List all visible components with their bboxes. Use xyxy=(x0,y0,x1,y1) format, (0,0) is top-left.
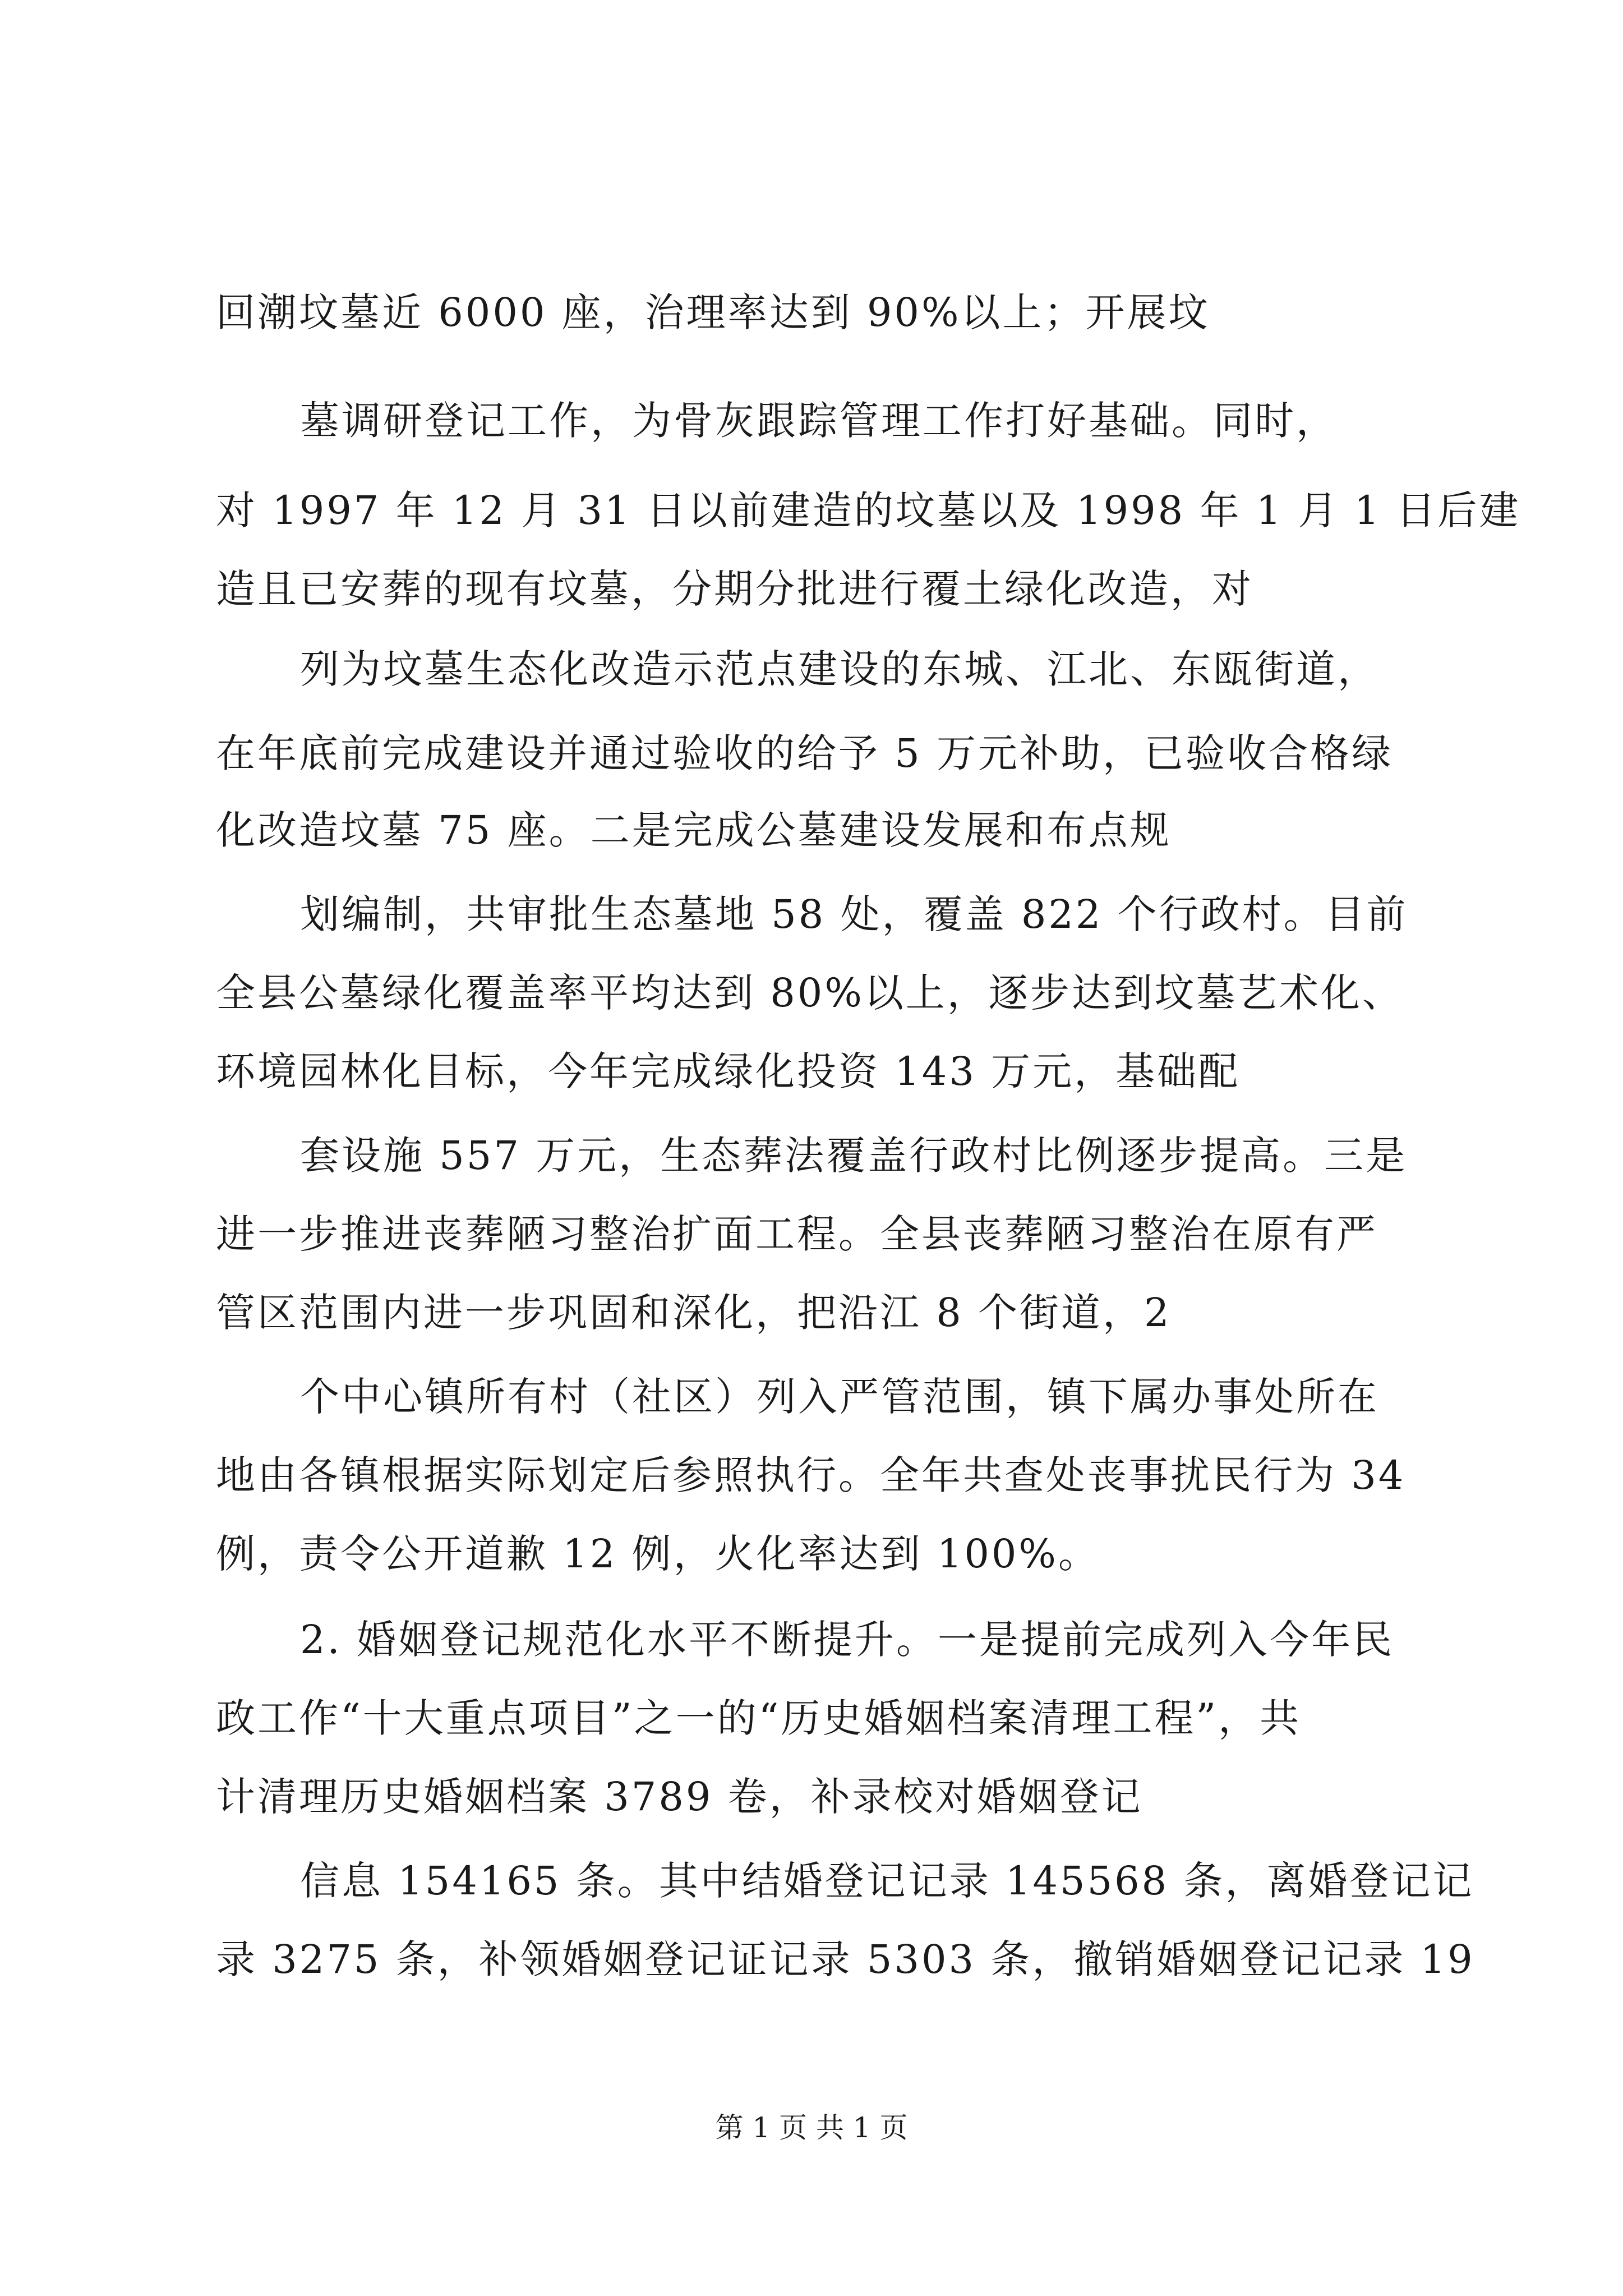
text-line: 信息 154165 条。其中结婚登记记录 145568 条，离婚登记记 xyxy=(300,1858,1474,1904)
text-line: 地由各镇根据实际划定后参照执行。全年共查处丧事扰民行为 34 xyxy=(216,1452,1406,1498)
text-line: 在年底前完成建设并通过验收的给予 5 万元补助，已验收合格绿 xyxy=(216,730,1394,776)
text-line: 计清理历史婚姻档案 3789 卷，补录校对婚姻登记 xyxy=(216,1774,1143,1820)
text-line: 环境园林化目标，今年完成绿化投资 143 万元，基础配 xyxy=(216,1048,1241,1094)
text-line: 造且已安葬的现有坟墓，分期分批进行覆土绿化改造，对 xyxy=(216,566,1253,612)
text-line: 墓调研登记工作，为骨灰跟踪管理工作打好基础。同时， xyxy=(300,398,1338,444)
text-line: 管区范围内进一步巩固和深化，把沿江 8 个街道，2 xyxy=(216,1290,1172,1336)
text-line: 例，责令公开道歉 12 例，火化率达到 100%。 xyxy=(216,1531,1100,1577)
text-line: 进一步推进丧葬陋习整治扩面工程。全县丧葬陋习整治在原有严 xyxy=(216,1211,1378,1257)
text-line: 化改造坟墓 75 座。二是完成公墓建设发展和布点规 xyxy=(216,807,1172,853)
text-line: 回潮坟墓近 6000 座，治理率达到 90%以上；开展坟 xyxy=(216,289,1210,335)
text-line: 2. 婚姻登记规范化水平不断提升。一是提前完成列入今年民 xyxy=(300,1617,1395,1663)
text-line: 个中心镇所有村（社区）列入严管范围，镇下属办事处所在 xyxy=(300,1374,1379,1420)
page-footer: 第 1 页 共 1 页 xyxy=(715,2111,908,2144)
text-line: 列为坟墓生态化改造示范点建设的东城、江北、东瓯街道， xyxy=(300,646,1379,692)
text-line: 套设施 557 万元，生态葬法覆盖行政村比例逐步提高。三是 xyxy=(300,1133,1408,1179)
text-line: 对 1997 年 12 月 31 日以前建造的坟墓以及 1998 年 1 月 1 日后建 xyxy=(216,487,1521,533)
text-line: 划编制，共审批生态墓地 58 处，覆盖 822 个行政村。目前 xyxy=(300,891,1408,937)
text-line: 录 3275 条，补领婚姻登记证记录 5303 条，撤销婚姻登记记录 19 xyxy=(216,1936,1475,1982)
text-line: 政工作“十大重点项目”之一的“历史婚姻档案清理工程”，共 xyxy=(216,1695,1302,1741)
text-line: 全县公墓绿化覆盖率平均达到 80%以上，逐步达到坟墓艺术化、 xyxy=(216,970,1404,1016)
